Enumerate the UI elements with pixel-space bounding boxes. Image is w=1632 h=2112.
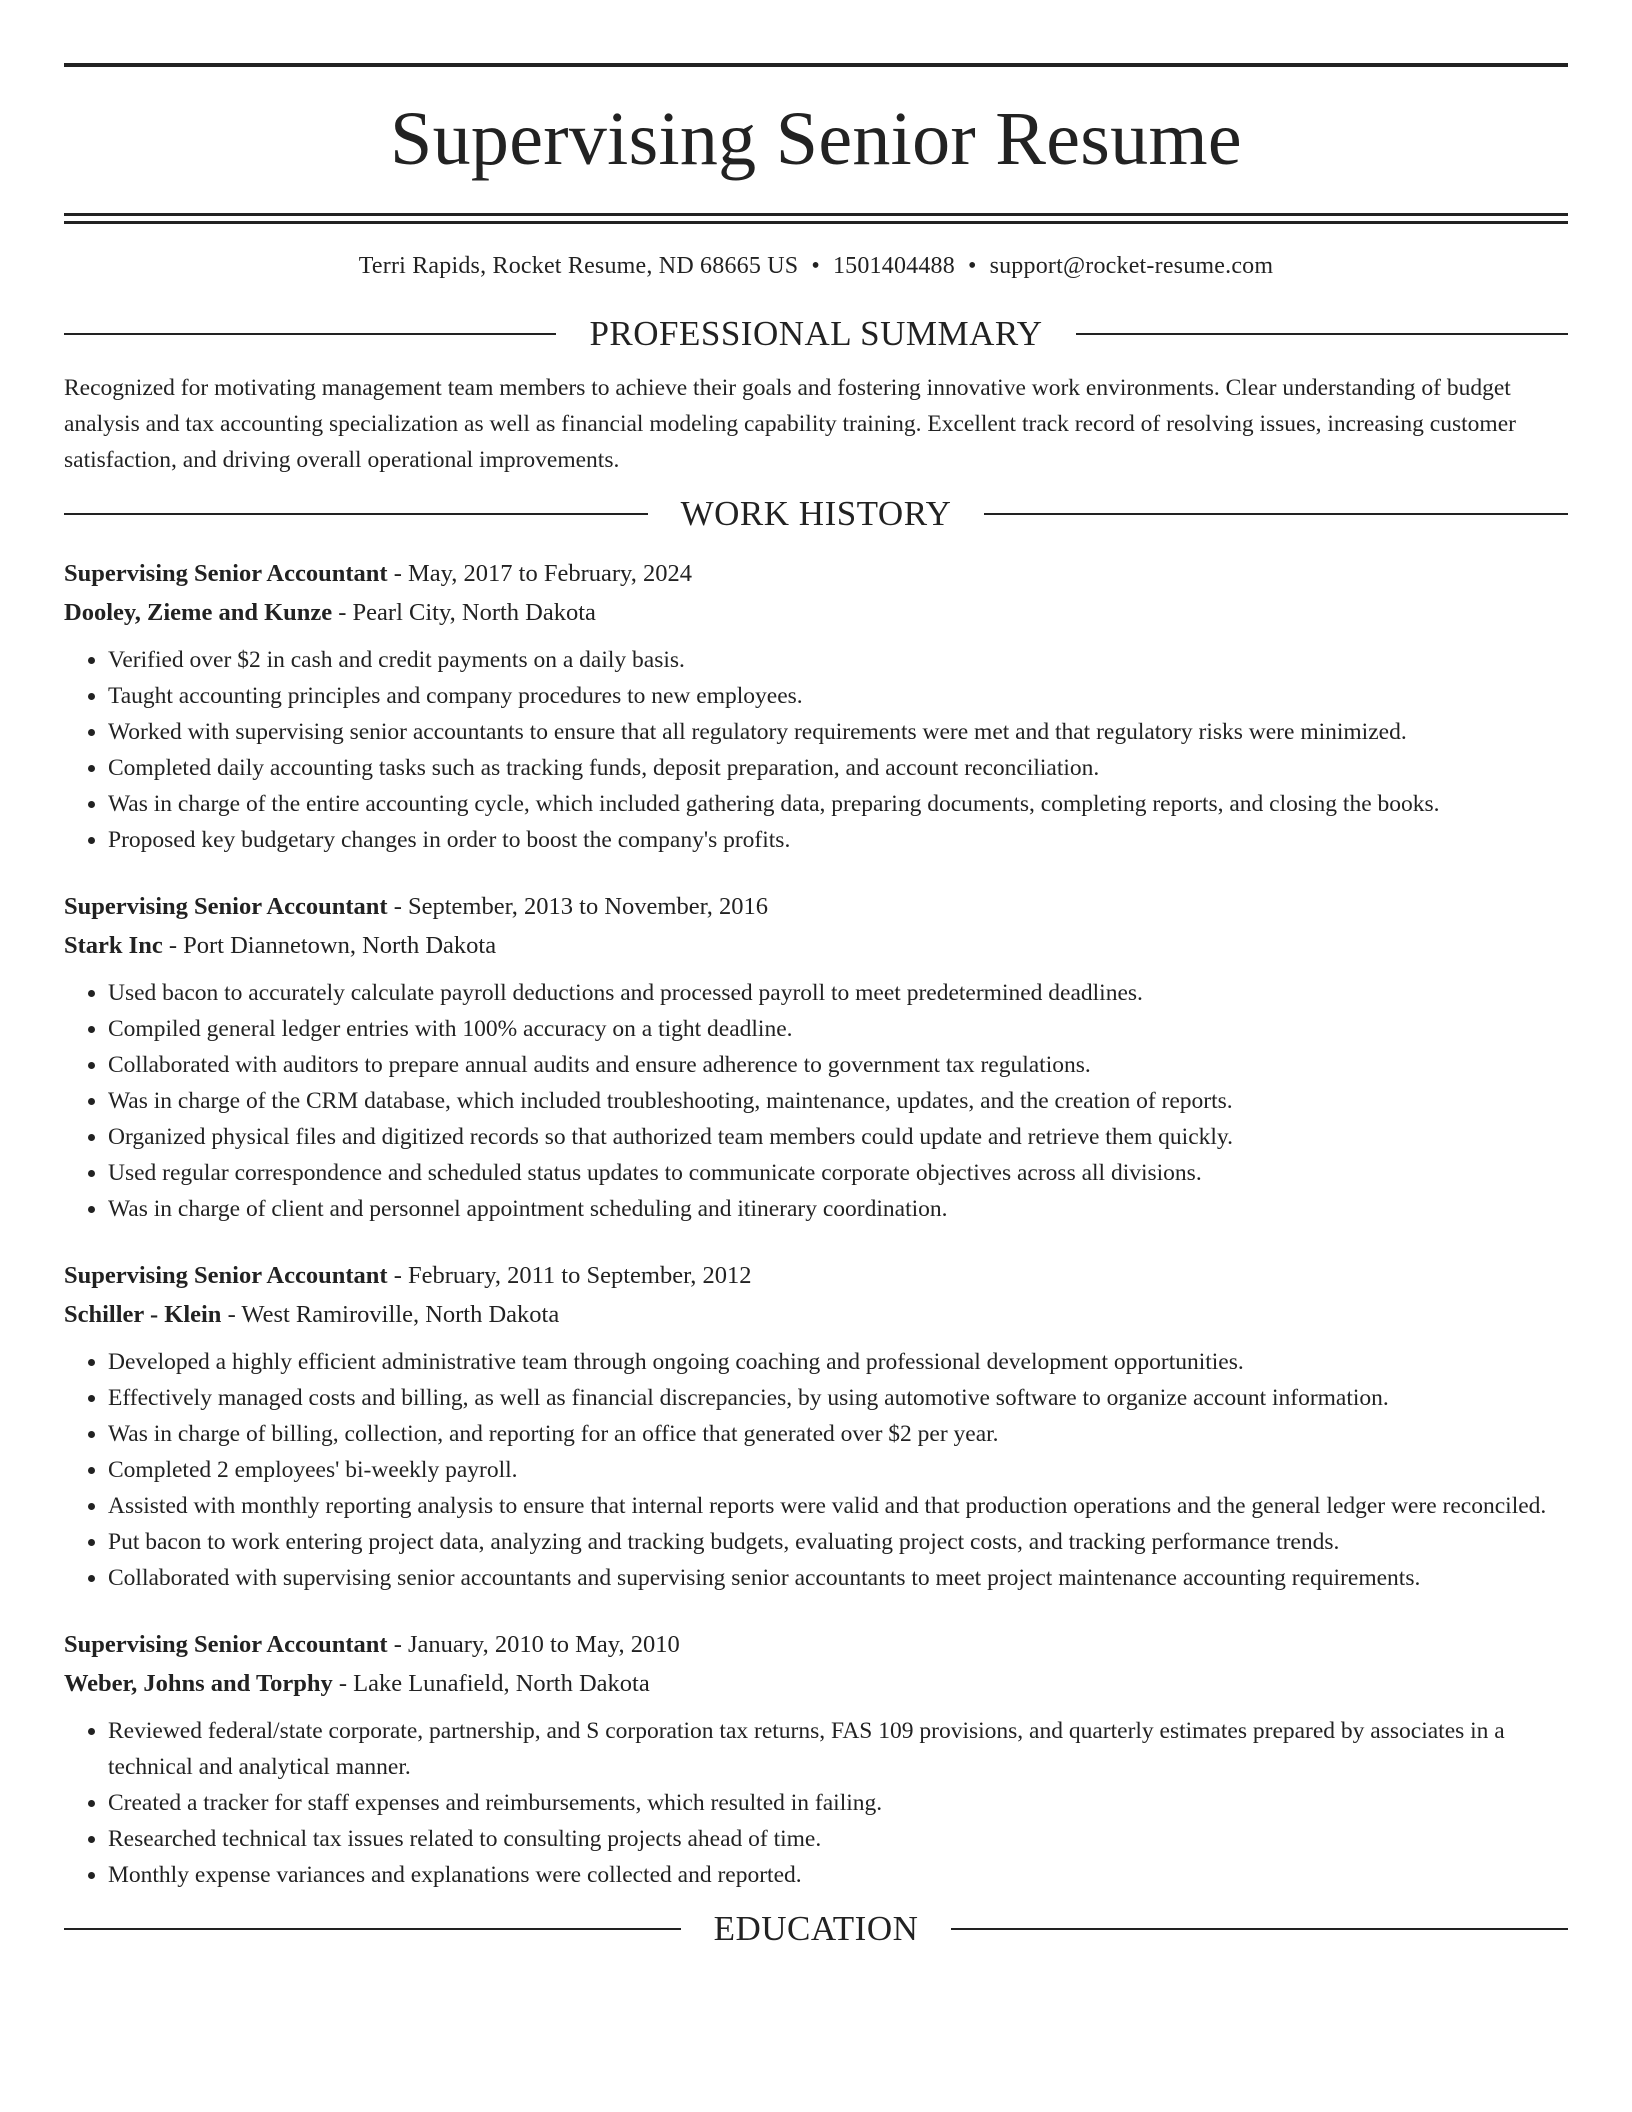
duty-list — [64, 975, 1568, 1227]
heading-rule — [64, 513, 648, 515]
section-heading-summary — [64, 312, 1568, 356]
job-company: Schiller - Klein — [64, 1301, 222, 1328]
job-entry — [64, 554, 1568, 858]
contact-address: Terri Rapids, Rocket Resume, ND 68665 US — [358, 253, 799, 279]
contact-separator: • — [811, 253, 820, 279]
job-title-line — [64, 554, 1568, 593]
job-company-line — [64, 926, 1568, 965]
duty-item: • Organized physical files and digitized records so that authorized team members could update and retrieve them quickly. — [108, 1119, 1568, 1155]
duty-item: • Reviewed federal/state corporate, partnership, and S corporation tax returns, FAS 109 provisions, and quarterly estimates prepared by associates in a technical and analytical manner. — [108, 1713, 1568, 1785]
job-company-line — [64, 1295, 1568, 1334]
duty-item: • Collaborated with supervising senior accountants and supervising senior accountants to meet project maintenance accounting requirements. — [108, 1560, 1568, 1596]
duty-item: • Developed a highly efficient administrative team through ongoing coaching and professional development opportunities. — [108, 1344, 1568, 1380]
section-heading-label: WORK HISTORY — [680, 494, 952, 533]
job-entry — [64, 887, 1568, 1227]
heading-rule — [1076, 333, 1568, 335]
section-heading-work-history — [64, 492, 1568, 536]
job-dates: - September, 2013 to November, 2016 — [387, 893, 768, 920]
duty-item: • Proposed key budgetary changes in order to boost the company's profits. — [108, 822, 1568, 858]
job-location: - Port Diannetown, North Dakota — [162, 932, 497, 959]
duty-list — [64, 1713, 1568, 1893]
duty-item: • Completed daily accounting tasks such as tracking funds, deposit preparation, and account reconciliation. — [108, 750, 1568, 786]
job-entry — [64, 1256, 1568, 1596]
duty-item: • Created a tracker for staff expenses and reimbursements, which resulted in failing. — [108, 1785, 1568, 1821]
duty-item: • Was in charge of the CRM database, which included troubleshooting, maintenance, updates, and the creation of reports. — [108, 1083, 1568, 1119]
top-rule — [64, 63, 1568, 67]
heading-rule — [984, 513, 1568, 515]
job-company: Weber, Johns and Torphy — [64, 1670, 333, 1697]
summary-text: Recognized for motivating management team members to achieve their goals and fostering innovative work environments. Clear understanding of budget analysis and tax accounting specialization as well as financial modeling capability training. Excellent track record of resolving issues, increasing customer satisfaction, and driving overall operational improvements. — [64, 375, 1516, 473]
title-double-rule — [64, 213, 1568, 224]
job-company: Dooley, Zieme and Kunze — [64, 599, 333, 626]
contact-email[interactable]: support@rocket-resume.com — [989, 253, 1274, 279]
duty-item: • Collaborated with auditors to prepare annual audits and ensure adherence to government tax regulations. — [108, 1047, 1568, 1083]
job-location: - West Ramiroville, North Dakota — [221, 1301, 560, 1328]
job-title-line — [64, 1625, 1568, 1664]
job-title-line — [64, 887, 1568, 926]
duty-item: • Assisted with monthly reporting analysis to ensure that internal reports were valid and that production operations and the general ledger were reconciled. — [108, 1488, 1568, 1524]
heading-rule — [951, 1928, 1568, 1930]
duty-item: • Was in charge of the entire accounting cycle, which included gathering data, preparing documents, completing reports, and closing the books. — [108, 786, 1568, 822]
duty-item: • Verified over $2 in cash and credit payments on a daily basis. — [108, 642, 1568, 678]
duty-item: • Compiled general ledger entries with 100% accuracy on a tight deadline. — [108, 1011, 1568, 1047]
duty-item: • Put bacon to work entering project data, analyzing and tracking budgets, evaluating project costs, and tracking performance trends. — [108, 1524, 1568, 1560]
job-title: Supervising Senior Accountant — [64, 560, 388, 587]
contact-phone[interactable]: 1501404488 — [832, 253, 955, 279]
duty-item: • Worked with supervising senior accountants to ensure that all regulatory requirements were met and that regulatory risks were minimized. — [108, 714, 1568, 750]
job-company-line — [64, 593, 1568, 632]
page-title: Supervising Senior Resume — [390, 97, 1242, 181]
duty-item: • Researched technical tax issues related to consulting projects ahead of time. — [108, 1821, 1568, 1857]
job-location: - Pearl City, North Dakota — [332, 599, 596, 626]
job-dates: - February, 2011 to September, 2012 — [387, 1262, 752, 1289]
contact-line — [64, 250, 1568, 282]
job-location: - Lake Lunafield, North Dakota — [332, 1670, 650, 1697]
duty-item: • Taught accounting principles and company procedures to new employees. — [108, 678, 1568, 714]
duty-item: • Was in charge of client and personnel appointment scheduling and itinerary coordination. — [108, 1191, 1568, 1227]
duty-item: • Was in charge of billing, collection, and reporting for an office that generated over $2 per year. — [108, 1416, 1568, 1452]
section-heading-education — [64, 1907, 1568, 1951]
job-company: Stark Inc — [64, 932, 163, 959]
duty-item: • Used regular correspondence and scheduled status updates to communicate corporate objectives across all divisions. — [108, 1155, 1568, 1191]
duty-item: • Monthly expense variances and explanations were collected and reported. — [108, 1857, 1568, 1893]
job-entry — [64, 1625, 1568, 1893]
duty-item: • Completed 2 employees' bi-weekly payroll. — [108, 1452, 1568, 1488]
job-title-line — [64, 1256, 1568, 1295]
job-company-line — [64, 1664, 1568, 1703]
heading-rule — [64, 1928, 681, 1930]
contact-separator: • — [967, 253, 977, 279]
job-dates: - May, 2017 to February, 2024 — [387, 560, 692, 587]
job-title: Supervising Senior Accountant — [64, 1262, 388, 1289]
heading-rule — [64, 333, 556, 335]
section-heading-label: PROFESSIONAL SUMMARY — [589, 314, 1043, 353]
job-title: Supervising Senior Accountant — [64, 1631, 388, 1658]
duty-list — [64, 1344, 1568, 1596]
duty-list — [64, 642, 1568, 858]
duty-item: • Effectively managed costs and billing, as well as financial discrepancies, by using automotive software to organize account information. — [108, 1380, 1568, 1416]
section-heading-label: EDUCATION — [713, 1909, 919, 1948]
duty-item: • Used bacon to accurately calculate payroll deductions and processed payroll to meet predetermined deadlines. — [108, 975, 1568, 1011]
job-dates: - January, 2010 to May, 2010 — [387, 1631, 680, 1658]
job-title: Supervising Senior Accountant — [64, 893, 388, 920]
